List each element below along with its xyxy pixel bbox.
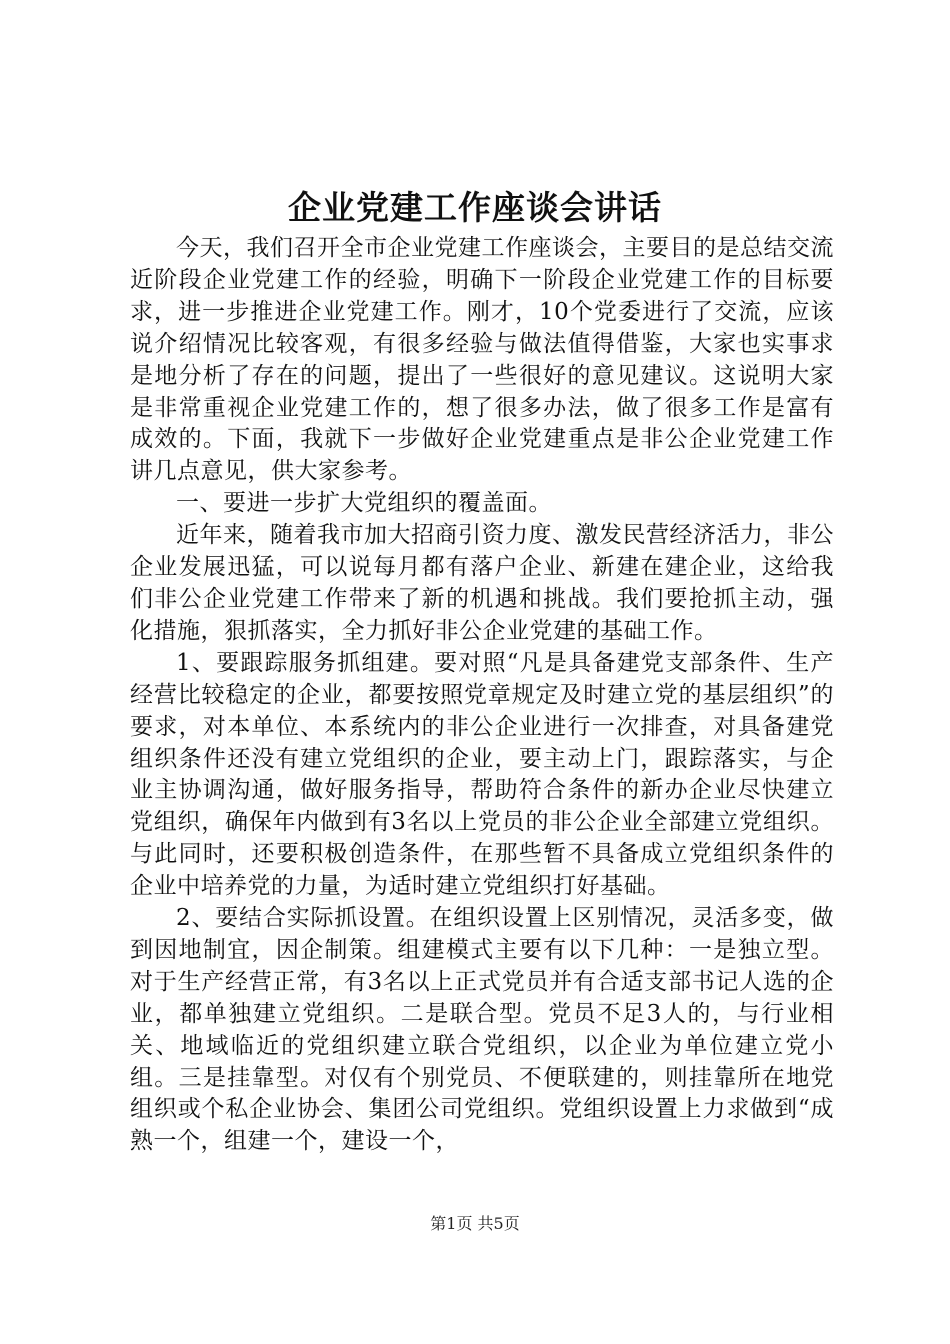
paragraph-background: 近年来，随着我市加大招商引资力度、激发民营经济活力，非公企业发展迅猛，可以说每月都有落户企业、新建在建企业，这给我们非公企业党建工作带来了新的机遇和挑战。我们要抢抓主动，强化措施，狠抓落实，全力抓好非公企业党建的基础工作。	[130, 522, 834, 644]
document-body	[130, 233, 834, 1158]
paragraph-point-1: 1、要跟踪服务抓组建。要对照“凡是具备建党支部条件、生产经营比较稳定的企业，都要按照党章规定及时建立党的基层组织”的要求，对本单位、本系统内的非公企业进行一次排查，对具备建党组织条件还没有建立党组织的企业，要主动上门，跟踪落实，与企业主协调沟通，做好服务指导，帮助符合条件的新办企业尽快建立党组织，确保年内做到有3名以上党员的非公企业全部建立党组织。与此同时，还要积极创造条件，在那些暂不具备成立党组织条件的企业中培养党的力量，为适时建立党组织打好基础。	[130, 649, 834, 900]
paragraph-point-2: 2、要结合实际抓设置。在组织设置上区别情况，灵活多变，做到因地制宜，因企制策。组建模式主要有以下几种：一是独立型。对于生产经营正常，有3名以上正式党员并有合适支部书记人选的企业，都单独建立党组织。二是联合型。党员不足3人的，与行业相关、地域临近的党组织建立联合党组织，以企业为单位建立党小组。三是挂靠型。对仅有个别党员、不便联建的，则挂靠所在地党组织或个私企业协会、集团公司党组织。党组织设置上力求做到“成熟一个，组建一个，建设一个，	[130, 905, 834, 1155]
document-title: 企业党建工作座谈会讲话	[288, 188, 662, 227]
paragraph-intro: 今天，我们召开全市企业党建工作座谈会，主要目的是总结交流近阶段企业党建工作的经验，明确下一阶段企业党建工作的目标要求，进一步推进企业党建工作。刚才，10个党委进行了交流，应该说介绍情况比较客观，有很多经验与做法值得借鉴，大家也实事求是地分析了存在的问题，提出了一些很好的意见建议。这说明大家是非常重视企业党建工作的，想了很多办法，做了很多工作是富有成效的。下面，我就下一步做好企业党建重点是非公企业党建工作讲几点意见，供大家参考。	[130, 235, 834, 485]
section-heading-1: 一、要进一步扩大党组织的覆盖面。	[176, 490, 552, 517]
page-footer: 第1页 共5页	[430, 1214, 520, 1233]
